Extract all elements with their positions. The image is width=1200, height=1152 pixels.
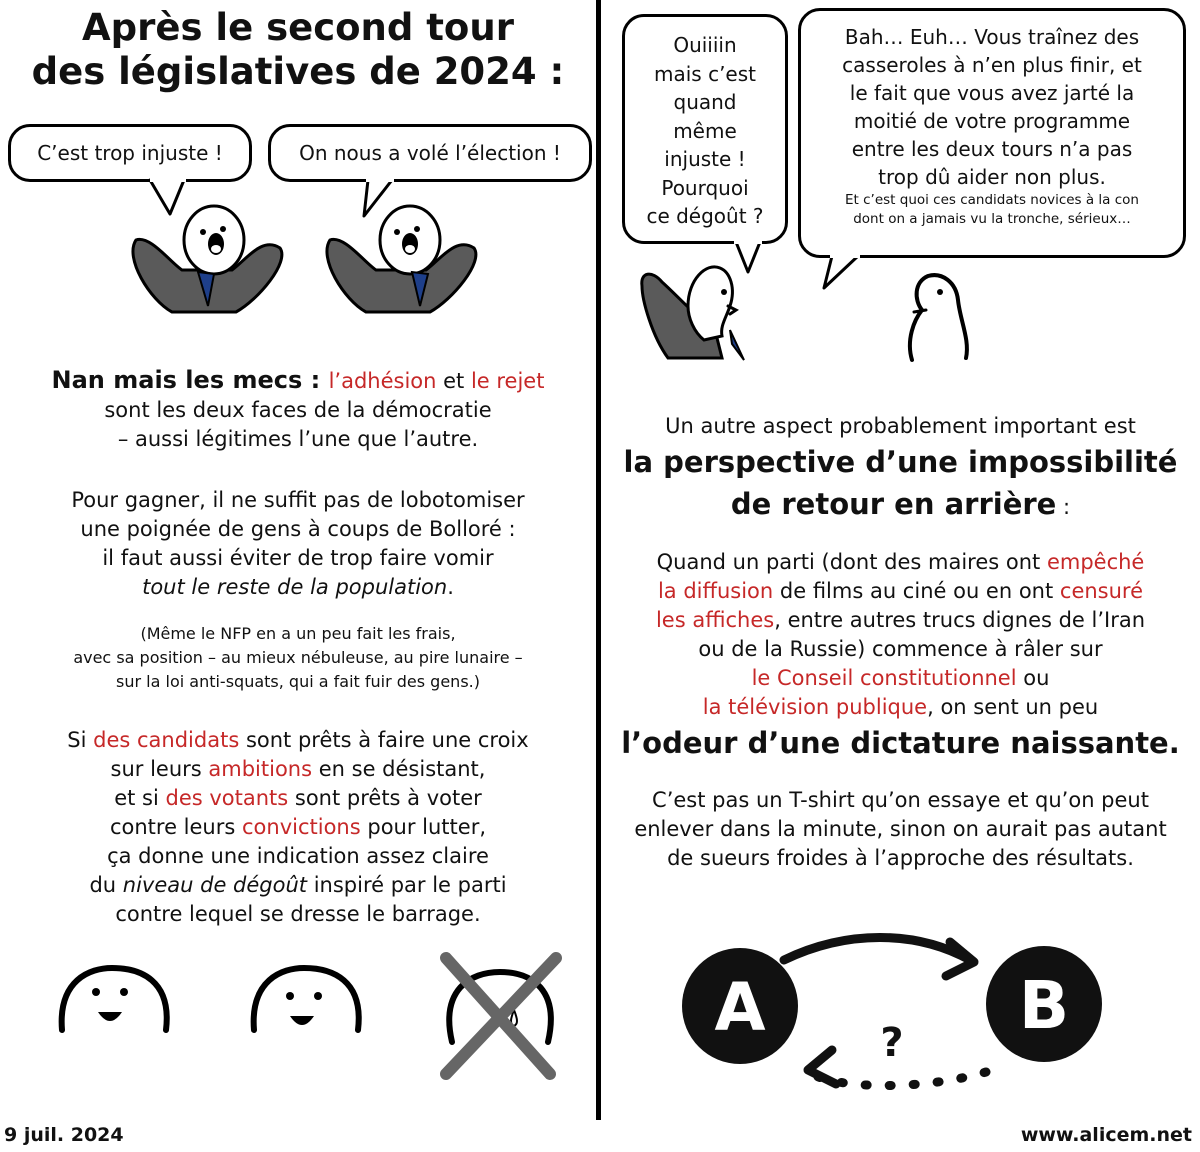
p4-l4-a: contre leurs bbox=[109, 815, 242, 839]
bubble4-small-2: dont on a jamais vu la tronche, sérieux… bbox=[853, 211, 1131, 227]
p2-line-2: une poignée de gens à coups de Bolloré : bbox=[80, 517, 516, 541]
politician-3-figure bbox=[642, 267, 744, 360]
crossed-sad-face-icon bbox=[446, 958, 556, 1074]
bubble4-line-1: Bah… Euh… Vous traînez des bbox=[844, 25, 1140, 49]
left-paragraph-2 bbox=[0, 486, 596, 602]
p4-l1-c: sont prêts à faire une croix bbox=[239, 728, 529, 752]
right-dialogue-illustration bbox=[596, 0, 1200, 380]
politician-1-figure bbox=[133, 206, 282, 312]
r-p2-affiches: les affiches bbox=[655, 608, 775, 632]
p4-votants: des votants bbox=[165, 786, 289, 810]
voter-figure bbox=[910, 275, 967, 360]
r-p2-line-4: ou de la Russie) commence à râler sur bbox=[698, 637, 1103, 661]
right-paragraph-3 bbox=[601, 786, 1200, 873]
p2-line-3: il faut aussi éviter de trop faire vomir bbox=[102, 546, 494, 570]
p1-line-3: – aussi légitimes l’une que l’autre. bbox=[117, 427, 479, 451]
forward-arrow bbox=[784, 938, 970, 961]
bubble3-line-2: mais c’est bbox=[654, 61, 756, 86]
p4-candidats: des candidats bbox=[93, 728, 240, 752]
title-line-2: des législatives de 2024 : bbox=[31, 50, 565, 93]
faces-illustration bbox=[0, 950, 596, 1090]
circle-b-label: B bbox=[1018, 967, 1070, 1044]
p4-convictions: convictions bbox=[242, 815, 361, 839]
r-p2-period: . bbox=[1168, 726, 1180, 760]
title-line-1: Après le second tour bbox=[82, 6, 514, 49]
a-to-b-diagram bbox=[596, 920, 1200, 1110]
bubble3-line-1: Ouiiiin bbox=[673, 33, 737, 57]
p4-niveau-degout: niveau de dégoût bbox=[122, 873, 308, 897]
left-paragraph-3 bbox=[0, 622, 596, 694]
p4-l3-a: et si bbox=[114, 786, 166, 810]
circle-a-label: A bbox=[714, 969, 766, 1046]
r-p3-line-1: C’est pas un T-shirt qu’on essaye et qu’on peut bbox=[652, 788, 1149, 812]
speech-bubble-1-text: C’est trop injuste ! bbox=[37, 141, 223, 165]
p1-rejet: le rejet bbox=[470, 369, 545, 393]
right-paragraph-1 bbox=[601, 412, 1200, 530]
p4-l4-c: pour lutter, bbox=[360, 815, 487, 839]
r-p1-headline-2: de retour en arrière bbox=[730, 487, 1057, 521]
p4-l3-c: sont prêts à voter bbox=[288, 786, 482, 810]
bubble4-line-3: le fait que vous avez jarté la bbox=[849, 81, 1135, 105]
p4-l2-a: sur leurs bbox=[110, 757, 209, 781]
bubble4-line-2: casseroles à n’en plus finir, et bbox=[842, 53, 1142, 77]
bubble4-line-4: moitié de votre programme bbox=[853, 109, 1131, 133]
right-paragraph-2 bbox=[601, 548, 1200, 767]
p3-line-2: avec sa position – au mieux nébuleuse, au pire lunaire – bbox=[73, 648, 523, 667]
r-p2-l1-a: Quand un parti (dont des maires ont bbox=[656, 550, 1047, 574]
left-paragraph-1 bbox=[0, 366, 596, 454]
p4-line-5: ça donne une indication assez claire bbox=[107, 844, 489, 868]
bubble3-line-7: ce dégoût ? bbox=[646, 204, 764, 228]
bubble3-line-6: Pourquoi bbox=[661, 175, 749, 200]
r-p1-line-1: Un autre aspect probablement important est bbox=[665, 414, 1136, 438]
p2-line-1: Pour gagner, il ne suffit pas de lobotomiser bbox=[71, 488, 525, 512]
speech-bubble-2-text: On nous a volé l’élection ! bbox=[299, 141, 561, 165]
r-p3-line-3: de sueurs froides à l’approche des résultats. bbox=[667, 846, 1134, 870]
bubble3-line-3: quand bbox=[673, 90, 737, 114]
p4-l6-a: du bbox=[89, 873, 123, 897]
p4-ambitions: ambitions bbox=[208, 757, 313, 781]
p2-italic: tout le reste de la population bbox=[142, 575, 448, 599]
footer-website[interactable]: www.alicem.net bbox=[1020, 1124, 1192, 1146]
p2-end: . bbox=[447, 575, 454, 599]
r-p1-headline-1: la perspective d’une impossibilité bbox=[623, 445, 1178, 479]
bubble4-line-6: trop dû aider non plus. bbox=[878, 165, 1106, 189]
bubble4-line-5: entre les deux tours n’a pas bbox=[851, 137, 1133, 161]
bubble3-line-4: même bbox=[673, 118, 737, 143]
left-paragraph-4 bbox=[0, 726, 596, 929]
r-p2-dictature: l’odeur d’une dictature naissante bbox=[621, 726, 1169, 760]
r-p2-conseil: le Conseil constitutionnel bbox=[751, 666, 1017, 690]
p1-adhesion: l’adhésion bbox=[328, 369, 437, 393]
p1-and: et bbox=[436, 369, 471, 393]
p4-l1-a: Si bbox=[67, 728, 94, 752]
happy-face-2-icon bbox=[254, 968, 359, 1030]
bubble3-line-5: injuste ! bbox=[664, 147, 746, 171]
p4-l2-c: en se désistant, bbox=[312, 757, 486, 781]
happy-face-1-icon bbox=[62, 968, 167, 1030]
r-p2-empeche: empêché bbox=[1046, 550, 1145, 574]
bubble4-small-1: Et c’est quoi ces candidats novices à la con bbox=[845, 192, 1139, 208]
r-p3-line-2: enlever dans la minute, sinon on aurait pas autant bbox=[634, 817, 1167, 841]
r-p2-censure: censuré bbox=[1059, 579, 1144, 603]
question-mark: ? bbox=[880, 1020, 904, 1066]
r-p2-l6-b: , on sent un peu bbox=[927, 695, 1099, 719]
r-p1-colon: : bbox=[1056, 495, 1071, 519]
p1-lead: Nan mais les mecs : bbox=[51, 366, 329, 394]
p3-line-3: sur la loi anti-squats, qui a fait fuir des gens.) bbox=[116, 672, 480, 691]
politician-2-figure bbox=[327, 206, 476, 312]
p3-line-1: (Même le NFP en a un peu fait les frais, bbox=[140, 624, 456, 643]
p4-l6-c: inspiré par le parti bbox=[307, 873, 507, 897]
footer-date: 9 juil. 2024 bbox=[4, 1124, 124, 1146]
r-p2-television: la télévision publique bbox=[702, 695, 928, 719]
r-p2-ou: ou bbox=[1016, 666, 1050, 690]
p4-line-7: contre lequel se dresse le barrage. bbox=[115, 902, 481, 926]
p1-line-2: sont les deux faces de la démocratie bbox=[104, 398, 492, 422]
politicians-left-illustration bbox=[0, 0, 596, 340]
r-p2-l2-b: de films au ciné ou en ont bbox=[773, 579, 1060, 603]
r-p2-l3-b: , entre autres trucs dignes de l’Iran bbox=[774, 608, 1146, 632]
r-p2-diffusion: la diffusion bbox=[657, 579, 774, 603]
